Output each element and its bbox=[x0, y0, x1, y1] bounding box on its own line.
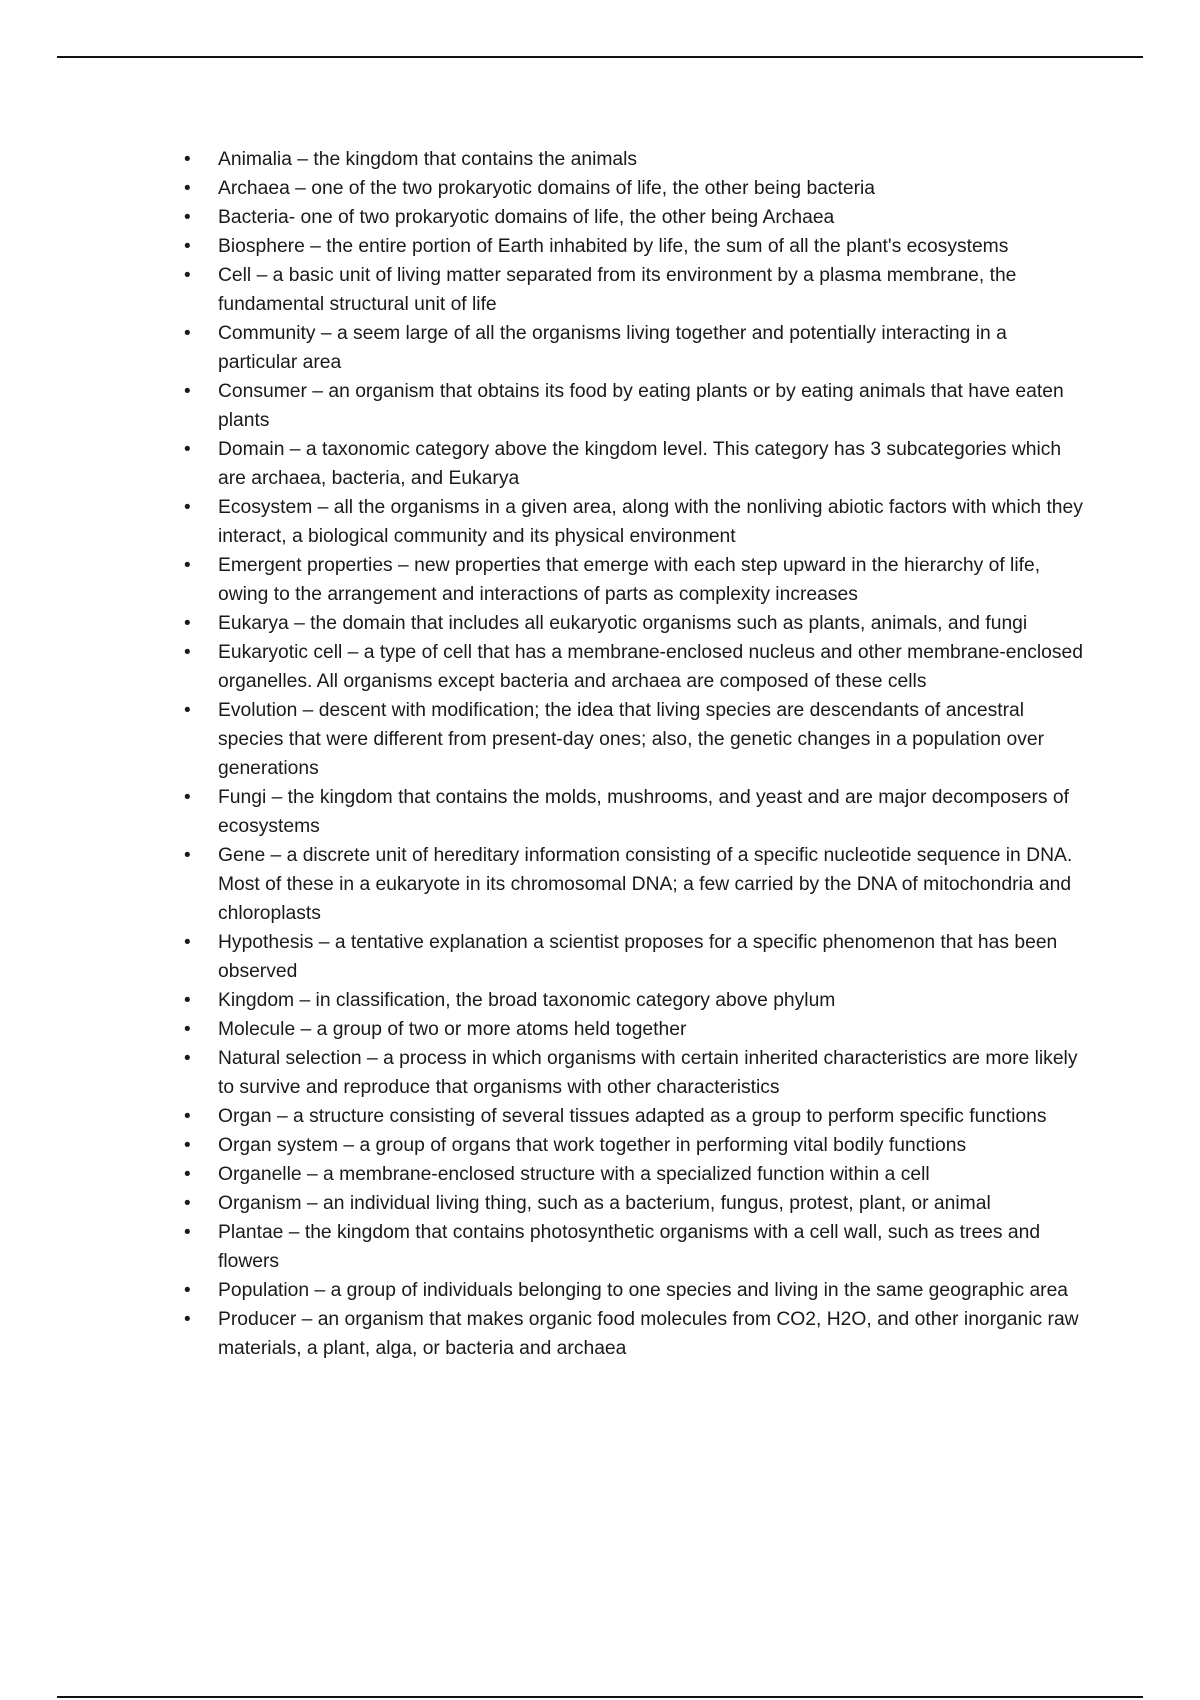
header-rule bbox=[57, 56, 1143, 58]
glossary-entry-kingdom bbox=[0, 986, 1090, 1015]
entry-term: Evolution bbox=[218, 700, 298, 721]
entry-separator: – bbox=[284, 439, 306, 460]
entry-separator: – bbox=[289, 178, 312, 199]
entry-definition: a group of two or more atoms held together bbox=[316, 1019, 687, 1040]
bullet-icon: • bbox=[184, 990, 191, 1011]
glossary-entry-organ-system bbox=[0, 1131, 1090, 1160]
entry-separator: – bbox=[251, 265, 273, 286]
glossary-entry-evolution bbox=[0, 696, 1090, 783]
bullet-icon: • bbox=[184, 1222, 191, 1243]
glossary-entry-emergent-properties bbox=[0, 551, 1090, 609]
glossary-entry-hypothesis bbox=[0, 928, 1090, 986]
entry-definition: a basic unit of living matter separated from its environment by a plasma membrane, the fundamental structural unit of life bbox=[218, 265, 1022, 315]
entry-separator: – bbox=[304, 236, 327, 257]
entry-separator: – bbox=[313, 932, 335, 953]
entry-definition: in classification, the broad taxonomic category above phylum bbox=[315, 990, 836, 1011]
bullet-icon: • bbox=[184, 932, 191, 953]
bullet-icon: • bbox=[184, 178, 191, 199]
entry-separator: – bbox=[295, 1019, 317, 1040]
entry-term: Producer bbox=[218, 1309, 297, 1330]
entry-separator: – bbox=[306, 381, 329, 402]
entry-definition: the kingdom that contains the molds, mushrooms, and yeast and are major decomposers of ecosystems bbox=[218, 787, 1075, 837]
entry-term: Natural selection bbox=[218, 1048, 362, 1069]
entry-separator: – bbox=[296, 1309, 318, 1330]
entry-term: Consumer bbox=[218, 381, 307, 402]
footer-rule bbox=[57, 1696, 1143, 1698]
bullet-icon: • bbox=[184, 149, 191, 170]
entry-separator: – bbox=[338, 1135, 360, 1156]
entry-definition: the domain that includes all eukaryotic organisms such as plants, animals, and fungi bbox=[310, 613, 1028, 634]
entry-definition: an individual living thing, such as a bacterium, fungus, protest, plant, or animal bbox=[323, 1193, 991, 1214]
glossary-entry-molecule bbox=[0, 1015, 1090, 1044]
glossary-entry-organelle bbox=[0, 1160, 1090, 1189]
glossary-entry-ecosystem bbox=[0, 493, 1090, 551]
entry-separator: – bbox=[301, 1164, 324, 1185]
glossary-entry-population bbox=[0, 1276, 1090, 1305]
entry-definition: one of two prokaryotic domains of life, the other being Archaea bbox=[300, 207, 835, 228]
glossary-entry-bacteria bbox=[0, 203, 1090, 232]
entry-term: Biosphere bbox=[218, 236, 305, 257]
entry-term: Archaea bbox=[218, 178, 290, 199]
entry-term: Community bbox=[218, 323, 316, 344]
bullet-icon: • bbox=[184, 439, 191, 460]
entry-separator: – bbox=[301, 1193, 324, 1214]
entry-term: Eukaryotic cell bbox=[218, 642, 343, 663]
glossary-entry-eukarya bbox=[0, 609, 1090, 638]
entry-term: Eukarya bbox=[218, 613, 289, 634]
entry-separator: – bbox=[294, 990, 316, 1011]
entry-separator: – bbox=[392, 555, 415, 576]
entry-term: Molecule bbox=[218, 1019, 296, 1040]
bullet-icon: • bbox=[184, 613, 191, 634]
bullet-icon: • bbox=[184, 1019, 191, 1040]
bullet-icon: • bbox=[184, 1193, 191, 1214]
entry-term: Gene bbox=[218, 845, 266, 866]
entry-term: Emergent properties bbox=[218, 555, 393, 576]
entry-term: Bacteria bbox=[218, 207, 289, 228]
entry-definition: an organism that obtains its food by eating plants or by eating animals that have eaten plants bbox=[218, 381, 1070, 431]
entry-definition: a tentative explanation a scientist proposes for a specific phenomenon that has been observed bbox=[218, 932, 1063, 982]
entry-separator: – bbox=[297, 700, 319, 721]
entry-term: Plantae bbox=[218, 1222, 284, 1243]
entry-separator: – bbox=[288, 613, 311, 634]
entry-separator: – bbox=[361, 1048, 384, 1069]
entry-term: Ecosystem bbox=[218, 497, 313, 518]
entry-definition: one of the two prokaryotic domains of life, the other being bacteria bbox=[311, 178, 876, 199]
entry-definition: an organism that makes organic food molecules from CO2, H2O, and other inorganic raw materials, a plant, alga, or bacteria and archaea bbox=[218, 1309, 1084, 1359]
bullet-icon: • bbox=[184, 497, 191, 518]
glossary-entry-plantae bbox=[0, 1218, 1090, 1276]
entry-term: Organelle bbox=[218, 1164, 302, 1185]
entry-definition: the kingdom that contains photosynthetic organisms with a cell wall, such as trees and flowers bbox=[218, 1222, 1046, 1272]
glossary-entry-domain bbox=[0, 435, 1090, 493]
entry-term: Hypothesis bbox=[218, 932, 314, 953]
entry-separator: – bbox=[266, 787, 288, 808]
entry-definition: a membrane-enclosed structure with a specialized function within a cell bbox=[323, 1164, 930, 1185]
bullet-icon: • bbox=[184, 1280, 191, 1301]
entry-separator: – bbox=[312, 497, 334, 518]
entry-term: Kingdom bbox=[218, 990, 295, 1011]
glossary-entry-organ bbox=[0, 1102, 1090, 1131]
bullet-icon: • bbox=[184, 555, 191, 576]
bullet-icon: • bbox=[184, 642, 191, 663]
bullet-icon: • bbox=[184, 700, 191, 721]
glossary-entry-fungi bbox=[0, 783, 1090, 841]
glossary-entry-eukaryotic-cell bbox=[0, 638, 1090, 696]
entry-definition: a process in which organisms with certain inherited characteristics are more likely to survive and reproduce that organisms with other characteristics bbox=[218, 1048, 1083, 1098]
bullet-icon: • bbox=[184, 323, 191, 344]
bullet-icon: • bbox=[184, 787, 191, 808]
entry-definition: the kingdom that contains the animals bbox=[313, 149, 638, 170]
entry-definition: a taxonomic category above the kingdom level. This category has 3 subcategories which are archaea, bacteria, and Eukarya bbox=[218, 439, 1067, 489]
entry-term: Organism bbox=[218, 1193, 302, 1214]
entry-definition: a type of cell that has a membrane-enclosed nucleus and other membrane-enclosed organelles. All organisms except bacteria and archaea are composed of these cells bbox=[218, 642, 1089, 692]
bullet-icon: • bbox=[184, 1309, 191, 1330]
bullet-icon: • bbox=[184, 1164, 191, 1185]
entry-separator: – bbox=[315, 323, 337, 344]
entry-definition: a group of organs that work together in performing vital bodily functions bbox=[359, 1135, 967, 1156]
entry-definition: a discrete unit of hereditary information consisting of a specific nucleotide sequence in DNA. Most of these in a eukaryote in its chromosomal DNA; a few carried by the DNA of mitochondria and chloroplasts bbox=[218, 845, 1078, 924]
glossary-entry-gene bbox=[0, 841, 1090, 928]
glossary-entry-animalia bbox=[0, 145, 1090, 174]
entry-separator: – bbox=[309, 1280, 331, 1301]
entry-definition: new properties that emerge with each step upward in the hierarchy of life, owing to the arrangement and interactions of parts as complexity increases bbox=[218, 555, 1046, 605]
entry-separator: – bbox=[291, 149, 314, 170]
entry-term: Animalia bbox=[218, 149, 292, 170]
glossary-entry-community bbox=[0, 319, 1090, 377]
bullet-icon: • bbox=[184, 236, 191, 257]
glossary-entry-producer bbox=[0, 1305, 1090, 1363]
bullet-icon: • bbox=[184, 845, 191, 866]
bullet-icon: • bbox=[184, 381, 191, 402]
entry-term: Organ bbox=[218, 1106, 272, 1127]
entry-term: Fungi bbox=[218, 787, 267, 808]
entry-separator: – bbox=[283, 1222, 305, 1243]
bullet-icon: • bbox=[184, 265, 191, 286]
entry-separator: – bbox=[342, 642, 364, 663]
glossary-entry-organism bbox=[0, 1189, 1090, 1218]
glossary-entry-archaea bbox=[0, 174, 1090, 203]
entry-definition: all the organisms in a given area, along with the nonliving abiotic factors with which they interact, a biological community and its physical environment bbox=[218, 497, 1089, 547]
entry-definition: descent with modification; the idea that living species are descendants of ancestral species that were different from present-day ones; also, the genetic changes in a population over generations bbox=[218, 700, 1050, 779]
entry-definition: a seem large of all the organisms living together and potentially interacting in a particular area bbox=[218, 323, 1013, 373]
entry-separator: - bbox=[288, 207, 301, 228]
glossary-list bbox=[0, 145, 1200, 1363]
glossary-entry-consumer bbox=[0, 377, 1090, 435]
entry-separator: – bbox=[271, 1106, 294, 1127]
entry-definition: the entire portion of Earth inhabited by life, the sum of all the plant's ecosystems bbox=[326, 236, 1009, 257]
bullet-icon: • bbox=[184, 1048, 191, 1069]
entry-term: Cell bbox=[218, 265, 252, 286]
bullet-icon: • bbox=[184, 1106, 191, 1127]
entry-term: Organ system bbox=[218, 1135, 339, 1156]
entry-separator: – bbox=[265, 845, 287, 866]
entry-definition: a group of individuals belonging to one species and living in the same geographic area bbox=[330, 1280, 1069, 1301]
entry-term: Domain bbox=[218, 439, 285, 460]
entry-term: Population bbox=[218, 1280, 310, 1301]
glossary-entry-biosphere bbox=[0, 232, 1090, 261]
glossary-entry-natural-selection bbox=[0, 1044, 1090, 1102]
entry-definition: a structure consisting of several tissues adapted as a group to perform specific functions bbox=[293, 1106, 1047, 1127]
bullet-icon: • bbox=[184, 207, 191, 228]
glossary-entry-cell bbox=[0, 261, 1090, 319]
bullet-icon: • bbox=[184, 1135, 191, 1156]
